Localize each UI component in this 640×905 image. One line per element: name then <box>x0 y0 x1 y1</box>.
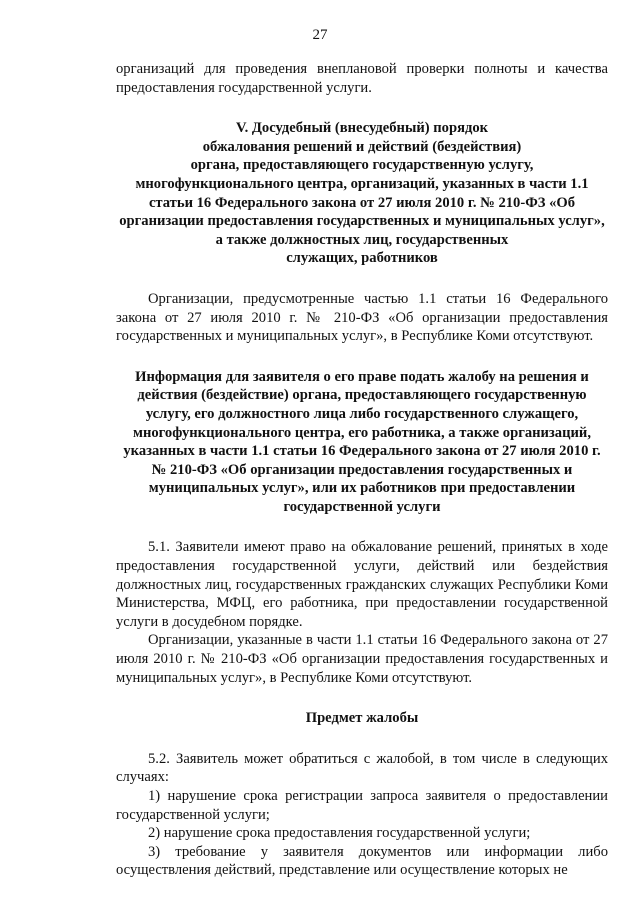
paragraph-5-1-orgs: Организации, указанные в части 1.1 статьи 16 Федерального закона от 27 июля 2010 г. № 210-ФЗ «Об организации предоставления государственных и муниципальных услуг», в Республике Коми отсутствуют. <box>116 632 608 686</box>
heading-line: организации предоставления государственных и муниципальных услуг», <box>119 213 605 230</box>
heading-line: многофункционального центра, его работника, а также организаций, <box>133 424 591 441</box>
heading-line: указанных в части 1.1 статьи 16 Федерального закона от 27 июля 2010 г. <box>123 443 601 460</box>
heading-line: услугу, его должностного лица либо государственного служащего, <box>145 405 579 422</box>
heading-line: Информация для заявителя о его праве подать жалобу на решения и <box>135 368 589 385</box>
paragraph-5-2: 5.2. Заявитель может обратиться с жалобой, в том числе в следующих случаях: <box>116 750 608 786</box>
subject-heading: Предмет жалобы <box>305 710 419 727</box>
heading-line: служащих, работников <box>286 250 438 267</box>
heading-line: № 210-ФЗ «Об организации предоставления государственных и <box>151 461 573 478</box>
info-heading <box>116 368 608 517</box>
heading-line: обжалования решений и действий (бездействия) <box>202 138 522 155</box>
heading-line: V. Досудебный (внесудебный) порядок <box>235 120 489 137</box>
list-item-3: 3) требование у заявителя документов или информации либо осуществления действий, представление или осуществление которых не <box>116 843 608 879</box>
list-item-1: 1) нарушение срока регистрации запроса заявителя о предоставлении государственной услуги; <box>116 788 608 823</box>
page-number: 27 <box>312 27 328 43</box>
page-content <box>116 60 608 880</box>
orgs-note-paragraph: Организации, предусмотренные частью 1.1 статьи 16 Федерального закона от 27 июля 2010 г. № 210-ФЗ «Об организации предоставления государственных и муниципальных услуг», в Республике Коми отсутствуют. <box>116 290 608 345</box>
heading-line: многофункционального центра, организаций, указанных в части 1.1 <box>135 175 589 192</box>
section-v-heading <box>116 119 608 268</box>
heading-line: государственной услуги <box>283 498 441 515</box>
intro-paragraph: организаций для проведения внеплановой проверки полноты и качества предоставления государственной услуги. <box>116 61 608 96</box>
heading-line: статьи 16 Федерального закона от 27 июля 2010 г. № 210-ФЗ «Об <box>148 194 576 211</box>
heading-line: муниципальных услуг», или их работников при предоставлении <box>148 480 576 497</box>
list-item-2: 2) нарушение срока предоставления государственной услуги; <box>148 825 531 842</box>
heading-line: а также должностных лиц, государственных <box>215 231 509 248</box>
heading-line: действия (бездействие) органа, предоставляющего государственную <box>137 387 587 404</box>
heading-line: органа, предоставляющего государственную услугу, <box>190 157 534 174</box>
paragraph-5-1: 5.1. Заявители имеют право на обжалование решений, принятых в ходе предоставления государственной услуги, действий или бездействия должностных лиц, государственных гражданских служащих Республики Коми Министерства, МФЦ, его работника, при предоставлении государственной услуги в досудебном порядке. <box>116 539 608 630</box>
